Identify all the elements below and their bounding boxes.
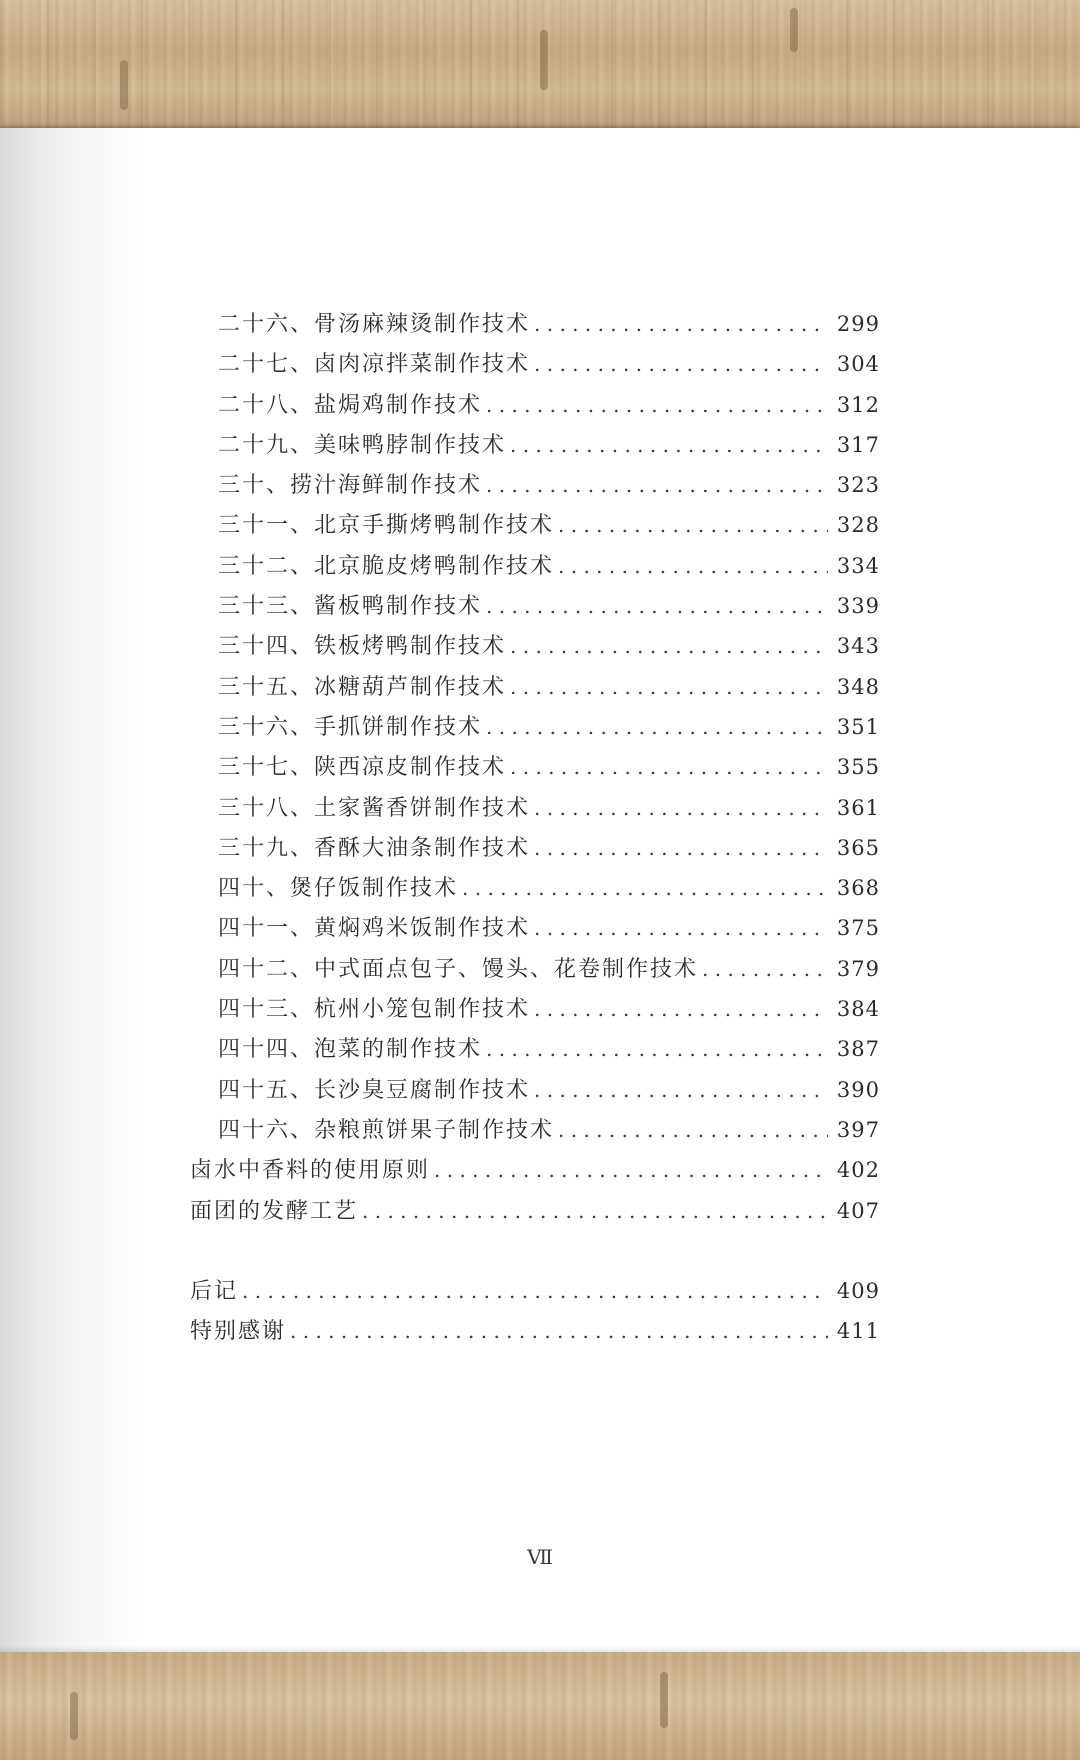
- toc-entry-page-number: 323: [836, 473, 880, 498]
- toc-entry-title: 后记: [190, 1278, 239, 1304]
- toc-leader-dots: [534, 352, 828, 376]
- toc-leader-dots: [510, 634, 828, 658]
- wood-frame-bottom: [0, 1652, 1080, 1760]
- toc-entry-page-number: 312: [836, 392, 880, 417]
- toc-entry: [190, 468, 880, 508]
- toc-leader-dots: [534, 1078, 828, 1102]
- toc-entry-title: 三十六、手抓饼制作技术: [218, 714, 483, 740]
- toc-entry-title: 二十八、盐焗鸡制作技术: [218, 392, 483, 418]
- wood-knot: [70, 1692, 78, 1740]
- toc-entry-page-number: 361: [836, 795, 880, 820]
- toc-entry-title: 三十七、陕西凉皮制作技术: [218, 755, 507, 781]
- toc-entry-page-number: 368: [836, 876, 880, 901]
- toc-leader-dots: [486, 393, 828, 417]
- toc-entry-page-number: 390: [836, 1077, 880, 1102]
- toc-entry: [190, 347, 880, 387]
- toc-entry-title: 二十九、美味鸭脖制作技术: [218, 432, 507, 458]
- page-number-folio: Ⅶ: [527, 1547, 553, 1569]
- toc-entry-page-number: 348: [836, 674, 880, 699]
- wood-knot: [660, 1672, 668, 1728]
- toc-entry-title: 四十二、中式面点包子、馒头、花卷制作技术: [218, 956, 699, 982]
- toc-entry-page-number: 375: [836, 916, 880, 941]
- toc-leader-dots: [558, 513, 828, 537]
- toc-entry: [190, 589, 880, 629]
- toc-entry-title: 面团的发酵工艺: [190, 1198, 359, 1224]
- toc-entry: [190, 508, 880, 548]
- toc-leader-dots: [534, 997, 828, 1021]
- toc-leader-dots: [534, 916, 828, 940]
- toc-entry: [190, 629, 880, 669]
- toc-entry-title: 四十六、杂粮煎饼果子制作技术: [218, 1117, 555, 1143]
- toc-entry-page-number: 365: [836, 835, 880, 860]
- toc-entry-title: 二十七、卤肉凉拌菜制作技术: [218, 352, 531, 378]
- toc-entry: [190, 992, 880, 1032]
- toc-entry-title: 二十六、骨汤麻辣烫制作技术: [218, 312, 531, 337]
- toc-leader-dots: [510, 675, 828, 699]
- toc-entry-title: 卤水中香料的使用原则: [190, 1158, 431, 1184]
- toc-leader-dots: [486, 715, 828, 739]
- toc-entry: [190, 428, 880, 468]
- toc-entry-title: 四十一、黄焖鸡米饭制作技术: [218, 916, 531, 942]
- toc-leader-dots: [558, 1118, 828, 1142]
- toc-entry-page-number: 355: [836, 755, 880, 780]
- toc-entry: [190, 1153, 880, 1193]
- wood-frame-top: [0, 0, 1080, 128]
- toc-entry-title: 三十一、北京手撕烤鸭制作技术: [218, 513, 555, 539]
- toc-entry-title: 四十五、长沙臭豆腐制作技术: [218, 1077, 531, 1103]
- toc-entry-title: 三十八、土家酱香饼制作技术: [218, 795, 531, 821]
- toc-entry-page-number: 411: [836, 1319, 880, 1344]
- toc-entry-page-number: 339: [836, 594, 880, 619]
- toc-entry-page-number: 387: [836, 1037, 880, 1062]
- toc-leader-dots: [534, 312, 828, 336]
- toc-entry: [190, 307, 880, 347]
- toc-entry-page-number: 409: [836, 1278, 880, 1303]
- toc-leader-dots: [290, 1319, 828, 1343]
- toc-entry: [190, 1032, 880, 1072]
- toc-entry-page-number: 299: [836, 312, 880, 336]
- toc-entry-page-number: 304: [836, 352, 880, 377]
- toc-entry-page-number: 351: [836, 714, 880, 739]
- toc-entry: [190, 1073, 880, 1113]
- toc-leader-dots: [534, 836, 828, 860]
- toc-entry: [190, 670, 880, 710]
- toc-entry-page-number: 407: [836, 1198, 880, 1223]
- toc-entry-page-number: 397: [836, 1117, 880, 1142]
- toc-entry: [190, 871, 880, 911]
- toc-leader-dots: [702, 957, 828, 981]
- toc-entry: [190, 952, 880, 992]
- toc-leader-dots: [486, 594, 828, 618]
- toc-leader-dots: [362, 1199, 828, 1223]
- toc-entry: [190, 831, 880, 871]
- toc-entry-title: 三十二、北京脆皮烤鸭制作技术: [218, 553, 555, 579]
- toc-entry: [190, 1274, 880, 1314]
- toc-leader-dots: [434, 1158, 828, 1182]
- toc-entry-title: 三十五、冰糖葫芦制作技术: [218, 674, 507, 700]
- toc-entry: [190, 750, 880, 790]
- toc-entry: [190, 1314, 880, 1354]
- toc-entry: [190, 911, 880, 951]
- wood-knot: [540, 30, 548, 90]
- toc-entry-page-number: 384: [836, 997, 880, 1022]
- wood-knot: [790, 8, 798, 52]
- toc-entry-page-number: 317: [836, 432, 880, 457]
- toc-leader-dots: [486, 473, 828, 497]
- wood-knot: [120, 60, 128, 110]
- toc-entry: [190, 1113, 880, 1153]
- toc-leader-dots: [558, 554, 828, 578]
- toc-entry-title: 特别感谢: [190, 1319, 287, 1345]
- toc-entry: [190, 388, 880, 428]
- toc-entry: [190, 791, 880, 831]
- toc-entry-title: 三十、捞汁海鲜制作技术: [218, 473, 483, 499]
- toc-entry-page-number: 334: [836, 553, 880, 578]
- toc-leader-dots: [534, 796, 828, 820]
- toc-entry-title: 三十九、香酥大油条制作技术: [218, 835, 531, 861]
- toc-leader-dots: [462, 876, 828, 900]
- toc-leader-dots: [486, 1037, 828, 1061]
- toc-entry: [190, 710, 880, 750]
- toc-entry-title: 四十、煲仔饭制作技术: [218, 876, 459, 902]
- toc-entry-title: 四十三、杭州小笼包制作技术: [218, 997, 531, 1023]
- toc-entry-title: 四十四、泡菜的制作技术: [218, 1037, 483, 1063]
- toc-leader-dots: [510, 433, 828, 457]
- toc-leader-dots: [242, 1279, 828, 1303]
- table-of-contents: [190, 307, 880, 1354]
- toc-entry-page-number: 379: [836, 956, 880, 981]
- toc-entry-page-number: 328: [836, 513, 880, 538]
- toc-entry: [190, 1194, 880, 1234]
- toc-entry-title: 三十四、铁板烤鸭制作技术: [218, 634, 507, 660]
- toc-leader-dots: [510, 755, 828, 779]
- toc-entry: [190, 549, 880, 589]
- toc-entry-title: 三十三、酱板鸭制作技术: [218, 594, 483, 620]
- book-page: [0, 128, 1080, 1652]
- toc-entry-page-number: 343: [836, 634, 880, 659]
- toc-entry-page-number: 402: [836, 1158, 880, 1183]
